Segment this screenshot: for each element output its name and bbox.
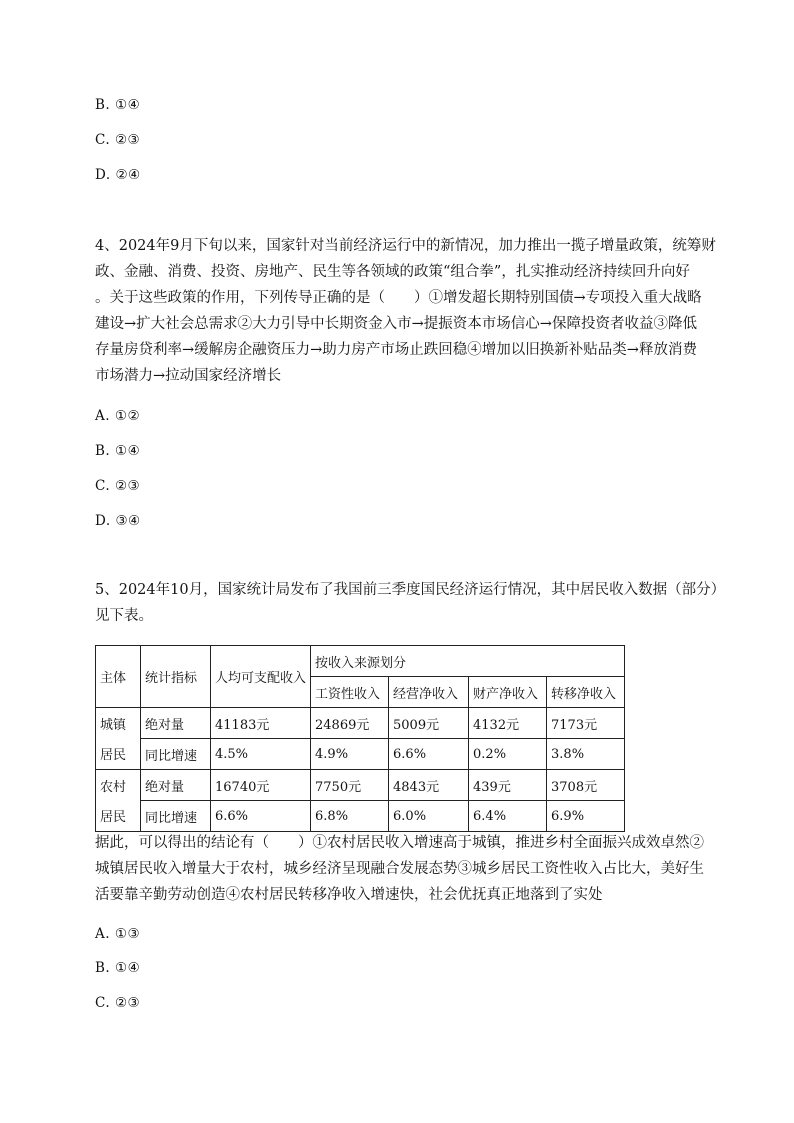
row-subject: 居民: [96, 801, 141, 832]
table-cell: 6.6%: [389, 739, 469, 770]
q3-option-b[interactable]: [95, 97, 140, 113]
table-row: [96, 801, 625, 832]
income-table: [95, 645, 625, 832]
option-letter: A.: [95, 408, 111, 424]
table-header-row: [96, 646, 625, 677]
table-cell: 0.2%: [469, 739, 547, 770]
row-subject: 农村: [96, 770, 141, 801]
q4-option-b[interactable]: [95, 443, 140, 459]
q3-option-d[interactable]: [95, 167, 141, 183]
table-cell: 4132元: [469, 708, 547, 739]
question-line: 政、金融、消费、投资、房地产、民生等各领域的政策“组合拳”，扎实推动经济持续回升向好: [95, 264, 690, 280]
row-subject: 居民: [96, 739, 141, 770]
option-text: ①②: [114, 408, 141, 424]
option-letter: D.: [95, 513, 111, 529]
header-source: 转移净收入: [547, 677, 625, 708]
table-cell: 6.9%: [547, 801, 625, 832]
table-cell: 4.9%: [311, 739, 389, 770]
header-source: 财产净收入: [469, 677, 547, 708]
table-cell: 3708元: [547, 770, 625, 801]
table-cell: 7173元: [547, 708, 625, 739]
table-cell: 4.5%: [211, 739, 311, 770]
header-source: 工资性收入: [311, 677, 389, 708]
option-text: ①④: [115, 443, 141, 459]
option-text: ③④: [115, 513, 141, 529]
option-text: ②③: [114, 478, 141, 494]
question-line: 5、2024年10月，国家统计局发布了我国前三季度国民经济运行情况，其中居民收入数据（部分）: [95, 582, 726, 598]
table-cell: 6.6%: [211, 801, 311, 832]
option-letter: C.: [95, 995, 111, 1011]
question-line: 存量房贷利率→缓解房企融资压力→助力房产市场止跌回稳④增加以旧换新补贴品类→释放消费: [95, 342, 697, 358]
question-line: 建设→扩大社会总需求②大力引导中长期资金入市→提振资本市场信心→保障投资者收益③降低: [95, 316, 697, 332]
row-subject: 城镇: [96, 708, 141, 739]
table-row: [96, 770, 625, 801]
q5-option-a[interactable]: [95, 926, 140, 942]
option-letter: B.: [95, 960, 111, 976]
table-cell: 41183元: [211, 708, 311, 739]
option-letter: A.: [95, 926, 111, 942]
option-letter: B.: [95, 443, 111, 459]
option-letter: D.: [95, 167, 111, 183]
table-cell: 7750元: [311, 770, 389, 801]
question-line: 城镇居民收入增量大于农村，城乡经济呈现融合发展态势③城乡居民工资性收入占比大，美好生: [95, 861, 704, 877]
question-5-stem: [95, 577, 726, 629]
question-4-stem: [95, 233, 716, 389]
row-indicator: 绝对量: [141, 708, 211, 739]
question-line: 4、2024年9月下旬以来，国家针对当前经济运行中的新情况，加力推出一揽子增量政策，统筹财: [95, 238, 716, 254]
question-line: 活要靠辛勤劳动创造④农村居民转移净收入增速快，社会优抚真正地落到了实处: [95, 887, 603, 903]
row-indicator: 绝对量: [141, 770, 211, 801]
table-cell: 4843元: [389, 770, 469, 801]
table-row: [96, 739, 625, 770]
option-text: ②③: [114, 132, 141, 148]
table-cell: 3.8%: [547, 739, 625, 770]
q3-option-c[interactable]: [95, 132, 140, 148]
table-cell: 5009元: [389, 708, 469, 739]
option-letter: C.: [95, 478, 111, 494]
header-source: 经营净收入: [389, 677, 469, 708]
row-indicator: 同比增速: [141, 801, 211, 832]
q4-option-d[interactable]: [95, 513, 141, 529]
option-text: ②③: [114, 995, 141, 1011]
question-line: 市场潜力→拉动国家经济增长: [95, 368, 282, 384]
q4-option-c[interactable]: [95, 478, 140, 494]
question-line: 见下表。: [95, 608, 153, 624]
header-indicator: 统计指标: [141, 646, 211, 708]
question-line: 据此，可以得出的结论有（ ）①农村居民收入增速高于城镇，推进乡村全面振兴成效卓然②: [95, 835, 704, 851]
header-by-source: 按收入来源划分: [311, 646, 625, 677]
option-letter: B.: [95, 97, 111, 113]
q5-option-c[interactable]: [95, 995, 140, 1011]
option-text: ①④: [115, 960, 141, 976]
question-5-statements: [95, 830, 704, 908]
table-cell: 439元: [469, 770, 547, 801]
option-text: ①③: [114, 926, 141, 942]
table-cell: 24869元: [311, 708, 389, 739]
header-subject: 主体: [96, 646, 141, 708]
header-per-capita: 人均可支配收入: [211, 646, 311, 708]
table-cell: 6.4%: [469, 801, 547, 832]
table-cell: 16740元: [211, 770, 311, 801]
table-cell: 6.0%: [389, 801, 469, 832]
q5-option-b[interactable]: [95, 960, 140, 976]
table-row: [96, 708, 625, 739]
option-text: ②④: [115, 167, 141, 183]
q4-option-a[interactable]: [95, 408, 140, 424]
row-indicator: 同比增速: [141, 739, 211, 770]
question-line: 。关于这些政策的作用，下列传导正确的是（ ）①增发超长期特别国债→专项投入重大战略: [95, 290, 702, 306]
table-cell: 6.8%: [311, 801, 389, 832]
option-letter: C.: [95, 132, 111, 148]
option-text: ①④: [115, 97, 141, 113]
